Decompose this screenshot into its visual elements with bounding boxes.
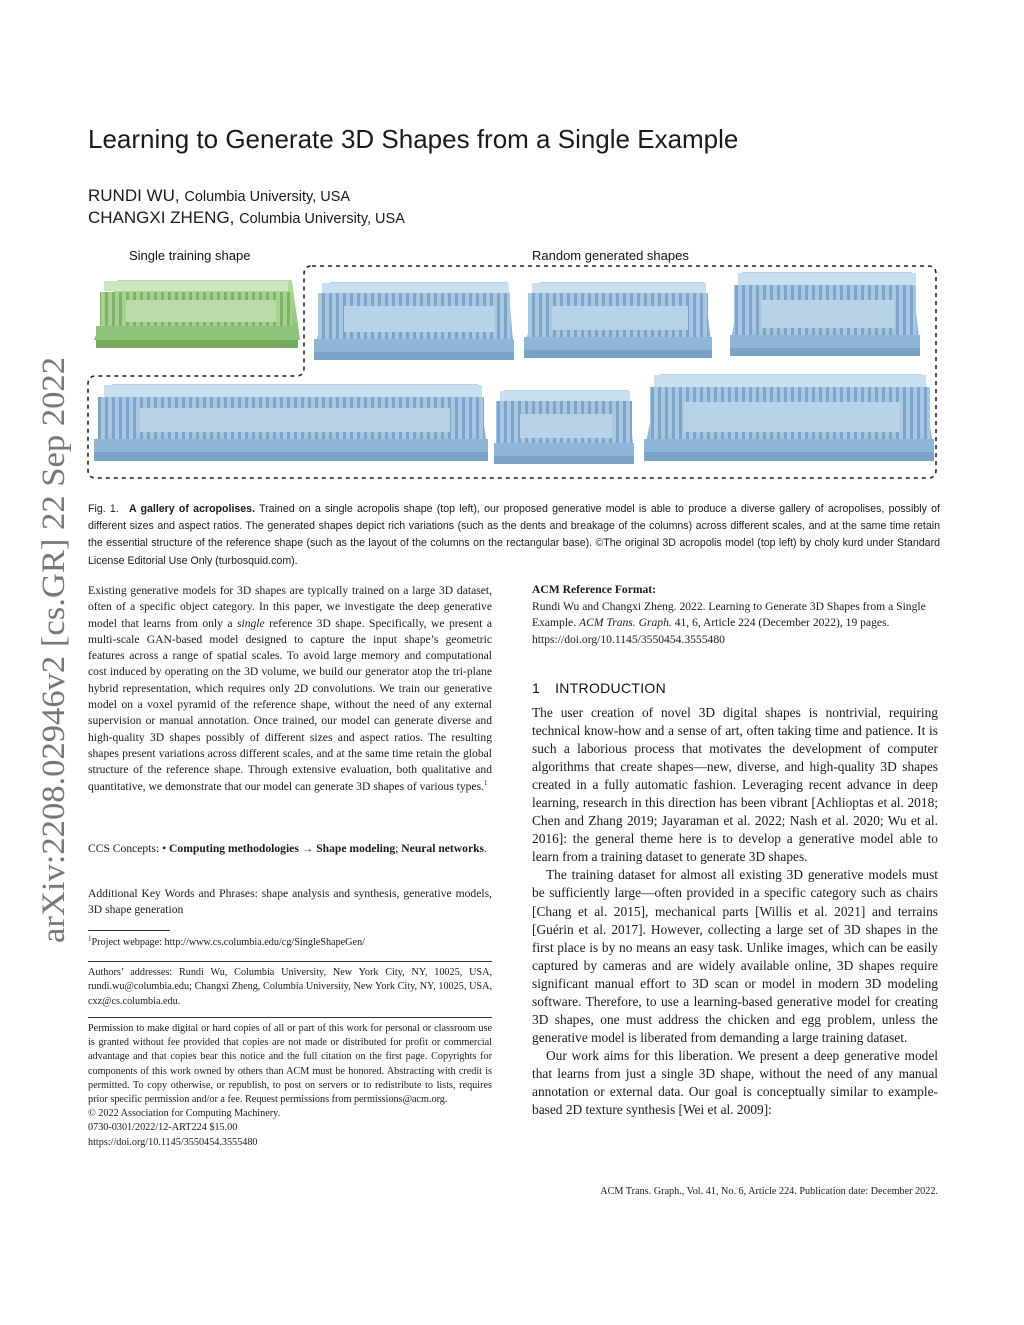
arxiv-stamp-text: arXiv:2208.02946v2 [cs.GR] 22 Sep 2022: [36, 383, 72, 943]
copyright-line: © 2022 Association for Computing Machinery.: [88, 1108, 281, 1120]
generated-shape-4: [94, 384, 488, 461]
intro-paragraph-1: The user creation of novel 3D digital shapes is nontrivial, requiring technical know-how and a sense of art, often taking time and patience. It is such a laborious process that motivates the development of computer algorithms that create shapes—new, diverse, and high-quality 3D shapes created in a fully automatic fashion. Leveraging recent advance in deep learning, research in this direction has been vibrant [Achlioptas et al. 2018; Chen and Zhang 2019; Jayaraman et al. 2022; Nash et al. 2020; Wu et al. 2016]: the general theme here is to develop a generative model able to learn from a training dataset to generate 3D shapes.: [532, 705, 938, 865]
abstract-text-2: reference 3D shape. Specifically, we present a multi-scale GAN-based model designed to capture the input shape’s geometric features across a range of spatial scales. To avoid large memory and computational cost induced by operating on the 3D volume, we build our generator atop the tri-plane hybrid representation, which requires only 2D convolutions. We train our generative model on a voxel pyramid of the reference shape, without the need of any external supervision or manual annotation. Once trained, our model can generate diverse and high-quality 3D shapes possibly of different sizes and aspect ratios. The resulting shapes present variations across different scales, and at the same time retain the global structure of the reference shape. Through extensive evaluation, both qualitative and quantitative, we demonstrate that our model can generate 3D shapes of various types.: [88, 616, 493, 793]
permission-text: Permission to make digital or hard copies of all or part of this work for personal or classroom use is granted without fee provided that copies are not made or distributed for profit or commercial advantage and that copies bear this notice and the full citation on the first page. Copyrights for components of this work owned by others than ACM must be honored. Abstracting with credit is permitted. To copy otherwise, or republish, to post on servers or to redistribute to lists, requires prior specific permission and/or a fee. Request permissions from permissions@acm.org.: [88, 1023, 492, 1106]
addresses-rule: [88, 961, 492, 962]
author-addresses: Authors’ addresses: Rundi Wu, Columbia University, New York City, NY, 10025, USA, rundi.wu@columbia.edu; Changxi Zheng, Columbia University, New York City, NY, 10025, USA, cxz@cs.columbia.edu.: [88, 967, 492, 1007]
acm-ref-journal: ACM Trans. Graph.: [579, 616, 672, 630]
abstract: [88, 583, 492, 795]
intro-paragraph-3: Our work aims for this liberation. We present a deep generative model that learns from just a single 3D shape, without the need of any manual annotation or external data. Our goal is conceptually similar to example-based 2D texture synthesis [Wei et al. 2009]:: [532, 1047, 938, 1118]
paper-title: Learning to Generate 3D Shapes from a Single Example: [88, 124, 739, 154]
acropolis-gallery-figure: [0, 0, 1024, 500]
generated-shape-1: [314, 282, 514, 360]
footnote-text: Project webpage: http://www.cs.columbia.edu/cg/SingleShapeGen/: [91, 937, 365, 948]
generated-shape-3: [730, 272, 920, 356]
section-number: 1: [532, 680, 541, 696]
ccs-concept-2: Neural networks: [401, 842, 485, 855]
footnote-mark: 1: [88, 934, 92, 943]
acm-ref-text-2: 41, 6, Article 224 (December 2022), 19 pages. https://doi.org/10.1145/3550454.3555480: [532, 616, 890, 646]
author-2-affiliation: Columbia University, USA: [239, 211, 405, 227]
doi-line: https://doi.org/10.1145/3550454.3555480: [88, 1136, 258, 1148]
figure-label-random: Random generated shapes: [532, 248, 689, 263]
caption-text: Trained on a single acropolis shape (top left), our proposed generative model is able to produce a diverse gallery of acropolises, possibly of different sizes and aspect ratios. The generated shapes depict rich variations (such as the dents and breakage of the columns) across different scales, and at the same time retain the essential structure of the reference shape (such as the layout of the columns on the rectangular base). ©The original 3D acropolis model (top left) by choly kurd under Standard License Editorial Use Only (turbosquid.com).: [88, 503, 940, 567]
author-1-affiliation: Columbia University, USA: [184, 189, 351, 205]
ccs-end: .: [484, 842, 487, 855]
footnote-rule: [88, 930, 170, 931]
introduction-body: [532, 704, 938, 1119]
ccs-concept-1: Computing methodologies → Shape modeling: [169, 842, 396, 855]
generated-shape-5: [494, 390, 634, 464]
section-heading: [532, 680, 666, 696]
abstract-text-1: Existing generative models for 3D shapes are typically trained on a large 3D dataset, often of a specific object category. In this paper, we investigate the deep generative model that learns from only a: [88, 584, 492, 630]
abstract-italic: single: [236, 616, 265, 630]
issn-line: 0730-0301/2022/12-ART224 $15.00: [88, 1122, 238, 1134]
keywords: Additional Key Words and Phrases: shape analysis and synthesis, generative models, 3D shape generation: [88, 887, 492, 917]
figure-label-single: Single training shape: [129, 248, 251, 263]
acm-ref-heading: ACM Reference Format:: [532, 583, 657, 596]
generated-shape-6: [644, 374, 934, 461]
training-shape: [94, 280, 300, 348]
author-2-name: CHANGXI ZHENG,: [88, 208, 235, 227]
acm-ref-text-1: Rundi Wu and Changxi Zheng. 2022. Learning to Generate 3D Shapes from a Single Example.: [532, 600, 926, 630]
page-footer: ACM Trans. Graph., Vol. 41, No. 6, Article 224. Publication date: December 2022.: [600, 1186, 938, 1197]
abstract-footnote-mark: 1: [484, 778, 488, 787]
permission-notice: [88, 1022, 492, 1150]
permission-rule: [88, 1017, 492, 1018]
ccs-separator: ;: [395, 842, 399, 855]
caption-label: Fig. 1.: [88, 503, 119, 515]
ccs-label: CCS Concepts: •: [88, 842, 167, 855]
author-1-name: RUNDI WU,: [88, 186, 180, 205]
caption-title: A gallery of acropolises.: [129, 503, 256, 515]
intro-paragraph-2: The training dataset for almost all existing 3D generative models must be sufficiently large—often provided in a specific category such as chairs [Chang et al. 2015], mechanical parts [Willis et al. 2021] and terrains [Guérin et al. 2017]. However, collecting a large set of 3D shapes in the first place is by no means an easy task. Unlike images, which can be easily captured by cameras and are widely available online, 3D shapes require significant manual effort to 3D scan or model in modern 3D modeling software. Therefore, to use a learning-based generative model for creating 3D shapes, one must address the chicken and egg problem, unless the generative model is liberated from demanding a large training dataset.: [532, 867, 938, 1045]
footnote: [88, 936, 492, 950]
figure-caption: [88, 501, 940, 570]
ccs-concepts: [88, 841, 492, 857]
generated-shape-2: [524, 282, 712, 358]
section-title: INTRODUCTION: [555, 680, 667, 696]
acm-ref-text: [532, 599, 938, 648]
